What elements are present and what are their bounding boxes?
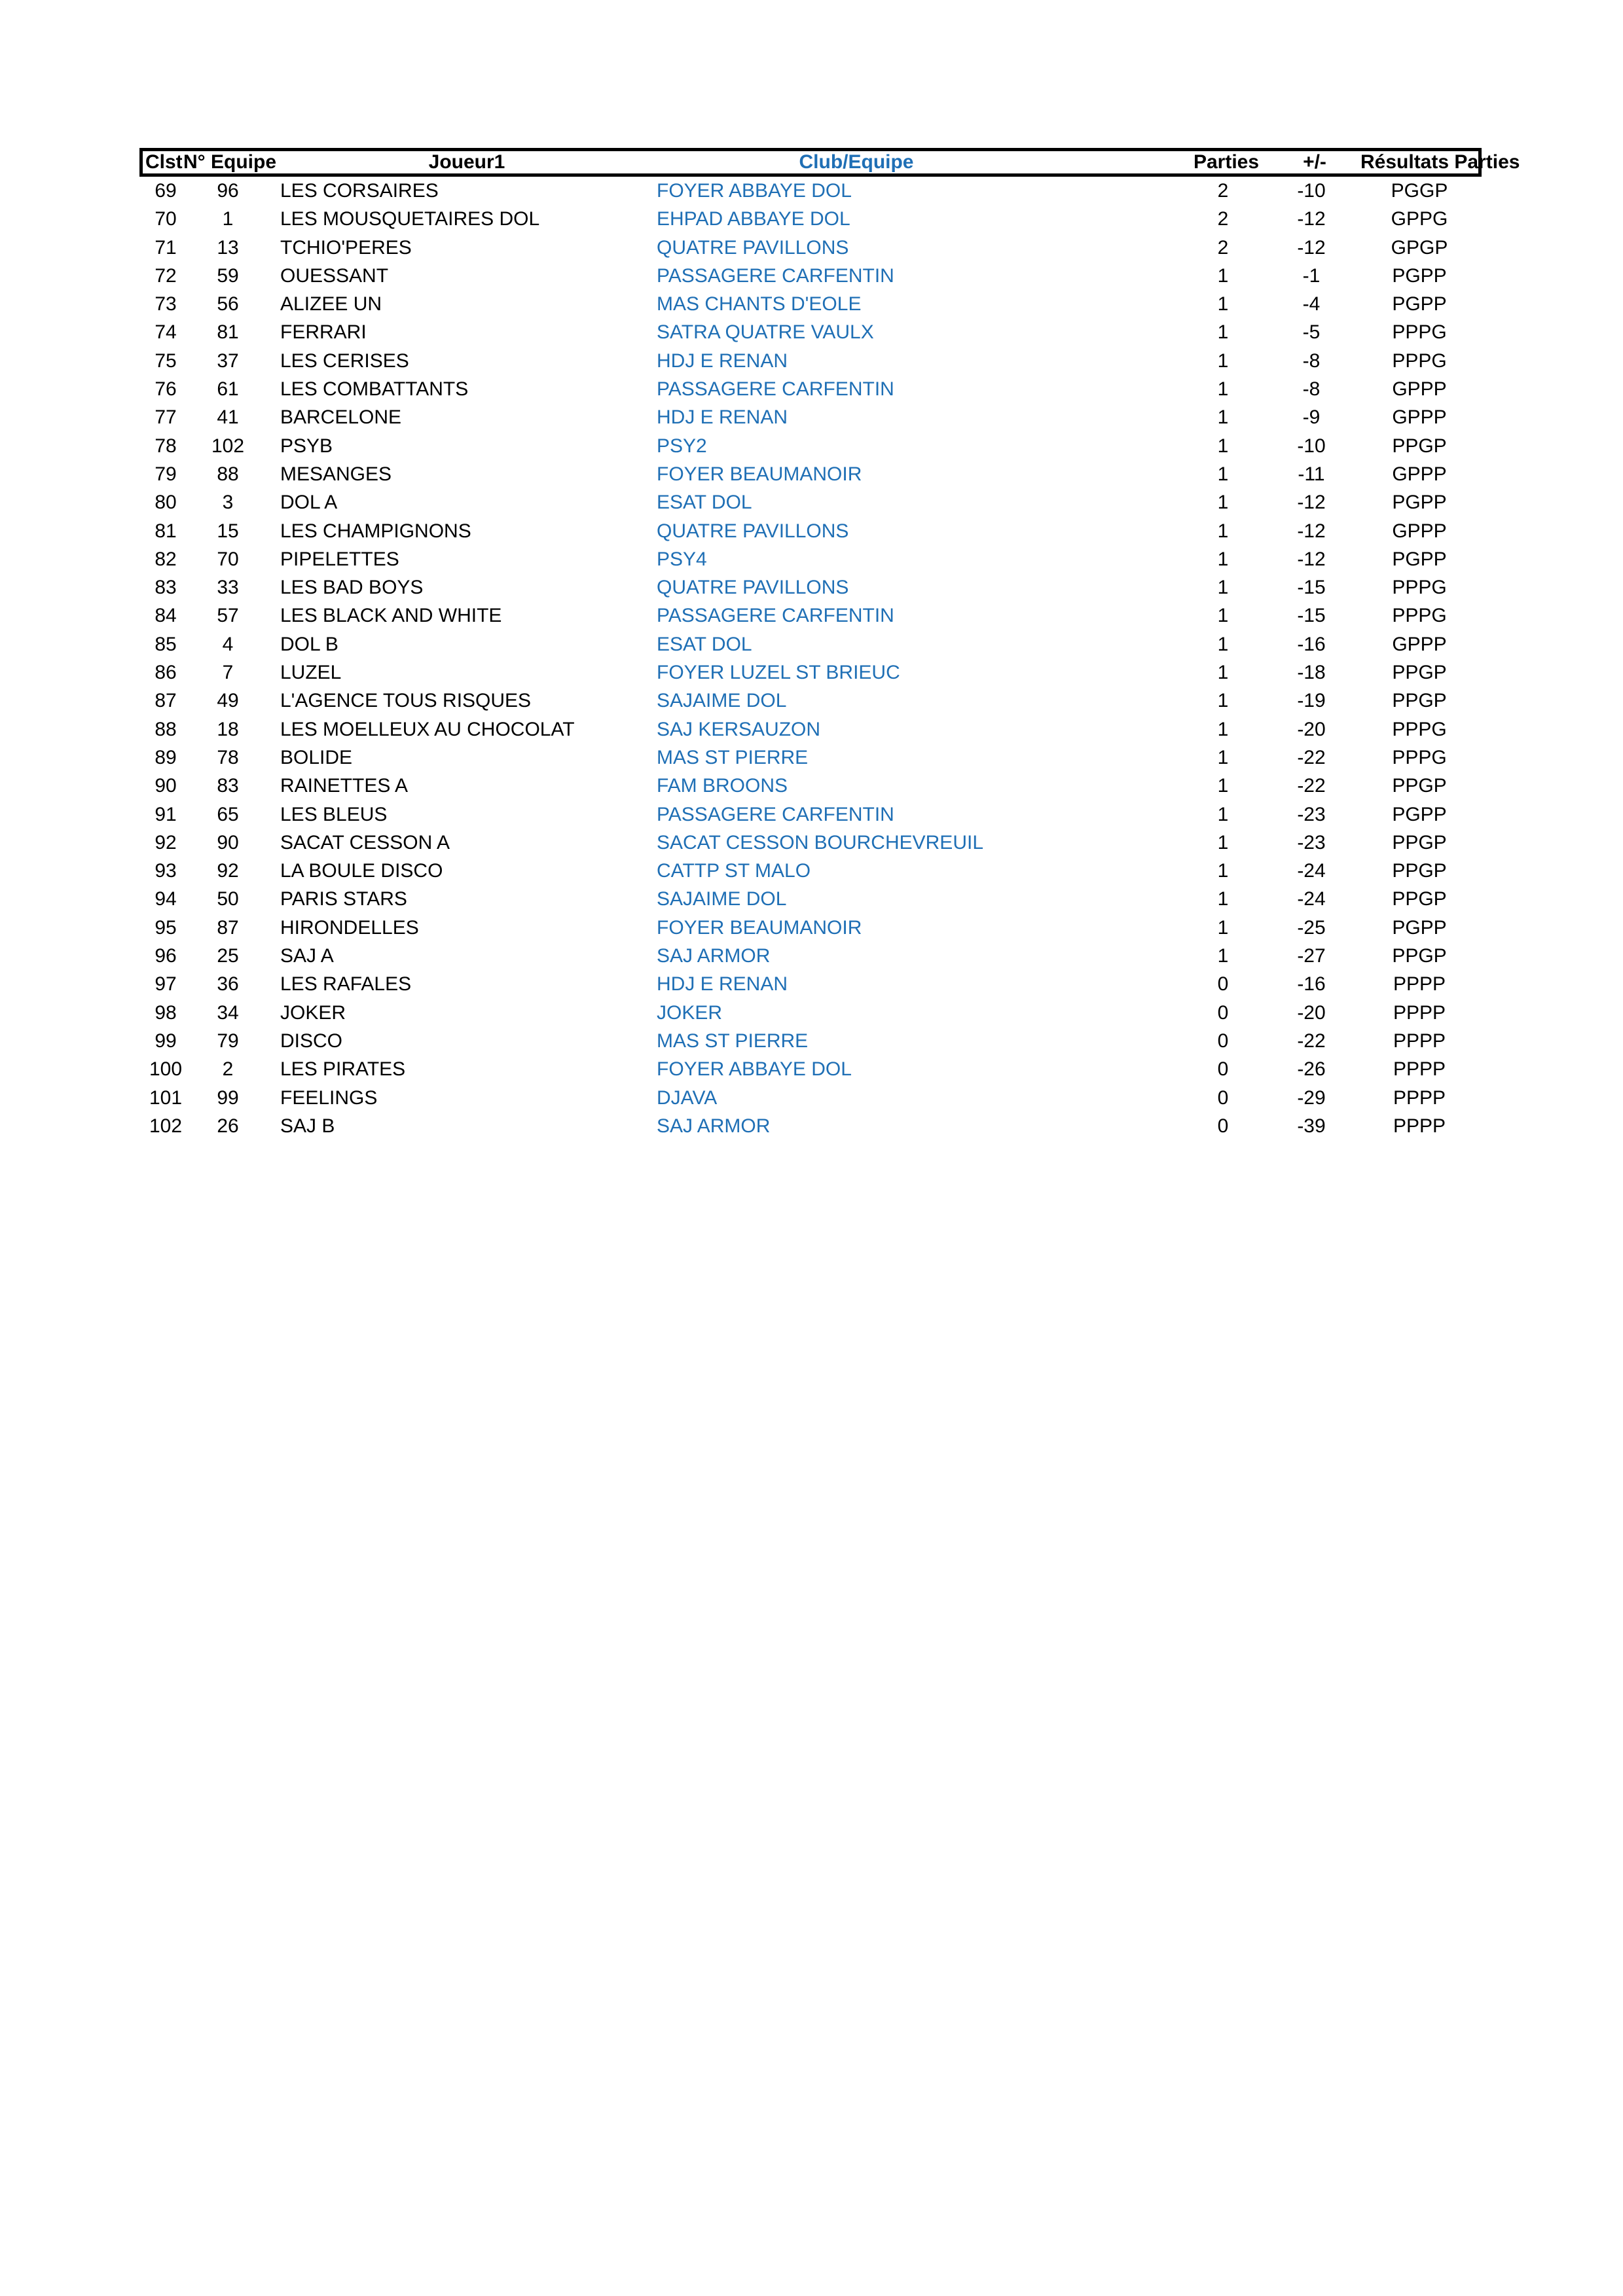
team-number-cell: 25 — [217, 945, 239, 967]
team-number-cell: 59 — [217, 264, 239, 287]
results-cell: PGPP — [1392, 264, 1447, 287]
diff-cell: -24 — [1297, 860, 1326, 882]
rank-cell: 78 — [155, 435, 177, 457]
results-cell: PPPP — [1393, 1001, 1446, 1024]
results-cell: GPPP — [1392, 633, 1447, 655]
club-cell: HDJ E RENAN — [657, 350, 788, 372]
diff-cell: -16 — [1297, 633, 1326, 655]
rank-cell: 71 — [155, 236, 177, 259]
results-cell: PPPP — [1393, 1086, 1446, 1109]
player-cell: LES BLACK AND WHITE — [280, 605, 502, 627]
club-cell: FOYER BEAUMANOIR — [657, 916, 862, 939]
team-number-cell: 57 — [217, 605, 239, 627]
diff-cell: -8 — [1302, 378, 1321, 401]
header-parts: Parties — [1193, 151, 1260, 173]
diff-cell: -12 — [1297, 520, 1326, 542]
parts-cell: 2 — [1217, 236, 1229, 259]
diff-cell: -16 — [1297, 973, 1326, 996]
player-cell: LES BLEUS — [280, 803, 388, 825]
diff-cell: -4 — [1302, 293, 1321, 315]
table-row — [139, 1084, 1482, 1112]
diff-cell: -26 — [1297, 1058, 1326, 1081]
table-row — [139, 744, 1482, 772]
diff-cell: -22 — [1297, 1030, 1326, 1052]
parts-cell: 1 — [1217, 293, 1229, 315]
table-row — [139, 460, 1482, 488]
team-number-cell: 2 — [222, 1058, 234, 1081]
diff-cell: -10 — [1297, 180, 1326, 202]
table-row — [139, 800, 1482, 829]
parts-cell: 1 — [1217, 605, 1229, 627]
table-row — [139, 347, 1482, 375]
rank-cell: 102 — [149, 1115, 183, 1137]
table-row — [139, 318, 1482, 346]
table-row — [139, 432, 1482, 460]
table-body — [139, 177, 1482, 1140]
team-number-cell: 7 — [222, 662, 234, 684]
diff-cell: -27 — [1297, 945, 1326, 967]
results-cell: PPGP — [1392, 945, 1447, 967]
table-row — [139, 772, 1482, 800]
player-cell: PIPELETTES — [280, 548, 399, 570]
table-row — [139, 517, 1482, 545]
results-cell: PPPG — [1392, 746, 1447, 768]
results-cell: PPGP — [1392, 662, 1447, 684]
team-number-cell: 36 — [217, 973, 239, 996]
player-cell: SAJ A — [280, 945, 334, 967]
diff-cell: -8 — [1302, 350, 1321, 372]
rank-cell: 86 — [155, 662, 177, 684]
diff-cell: -24 — [1297, 888, 1326, 910]
parts-cell: 1 — [1217, 888, 1229, 910]
rank-cell: 82 — [155, 548, 177, 570]
table-row — [139, 999, 1482, 1027]
team-number-cell: 50 — [217, 888, 239, 910]
rank-cell: 96 — [155, 945, 177, 967]
diff-cell: -1 — [1302, 264, 1321, 287]
team-number-cell: 4 — [222, 633, 234, 655]
ranking-table — [139, 148, 1520, 1140]
results-cell: PPGP — [1392, 690, 1447, 712]
parts-cell: 0 — [1217, 1001, 1229, 1024]
club-cell: SATRA QUATRE VAULX — [657, 321, 874, 344]
player-cell: L'AGENCE TOUS RISQUES — [280, 690, 532, 712]
results-cell: GPPP — [1392, 378, 1447, 401]
header-diff: +/- — [1303, 151, 1326, 173]
club-cell: DJAVA — [657, 1086, 718, 1109]
club-cell: ESAT DOL — [657, 492, 752, 514]
club-cell: EHPAD ABBAYE DOL — [657, 208, 850, 230]
parts-cell: 1 — [1217, 718, 1229, 740]
parts-cell: 1 — [1217, 860, 1229, 882]
diff-cell: -19 — [1297, 690, 1326, 712]
club-cell: HDJ E RENAN — [657, 973, 788, 996]
player-cell: PARIS STARS — [280, 888, 407, 910]
results-cell: GPPG — [1391, 208, 1448, 230]
table-row — [139, 234, 1482, 262]
diff-cell: -15 — [1297, 605, 1326, 627]
club-cell: MAS CHANTS D'EOLE — [657, 293, 862, 315]
rank-cell: 89 — [155, 746, 177, 768]
club-cell: SACAT CESSON BOURCHEVREUIL — [657, 831, 983, 853]
table-row — [139, 715, 1482, 744]
team-number-cell: 65 — [217, 803, 239, 825]
parts-cell: 1 — [1217, 463, 1229, 485]
player-cell: LUZEL — [280, 662, 342, 684]
diff-cell: -23 — [1297, 803, 1326, 825]
parts-cell: 1 — [1217, 321, 1229, 344]
table-header — [139, 148, 1520, 177]
results-cell: PPPG — [1392, 718, 1447, 740]
rank-cell: 79 — [155, 463, 177, 485]
team-number-cell: 34 — [217, 1001, 239, 1024]
player-cell: BARCELONE — [280, 406, 402, 429]
results-cell: PGPP — [1392, 492, 1447, 514]
table-row — [139, 885, 1482, 913]
results-cell: PPPP — [1393, 973, 1446, 996]
club-cell: JOKER — [657, 1001, 723, 1024]
player-cell: LES PIRATES — [280, 1058, 406, 1081]
rank-cell: 88 — [155, 718, 177, 740]
table-row — [139, 601, 1482, 630]
club-cell: FOYER ABBAYE DOL — [657, 1058, 852, 1081]
results-cell: GPGP — [1391, 236, 1448, 259]
team-number-cell: 87 — [217, 916, 239, 939]
team-number-cell: 26 — [217, 1115, 239, 1137]
rank-cell: 100 — [149, 1058, 183, 1081]
results-cell: PGPP — [1392, 916, 1447, 939]
parts-cell: 2 — [1217, 208, 1229, 230]
table-row — [139, 177, 1482, 205]
results-cell: PGPP — [1392, 803, 1447, 825]
table-row — [139, 914, 1482, 942]
player-cell: LES RAFALES — [280, 973, 412, 996]
team-number-cell: 56 — [217, 293, 239, 315]
player-cell: LES BAD BOYS — [280, 577, 424, 599]
team-number-cell: 78 — [217, 746, 239, 768]
player-cell: FEELINGS — [280, 1086, 378, 1109]
parts-cell: 0 — [1217, 1086, 1229, 1109]
parts-cell: 1 — [1217, 378, 1229, 401]
player-cell: LES CORSAIRES — [280, 180, 439, 202]
club-cell: FOYER LUZEL ST BRIEUC — [657, 662, 900, 684]
team-number-cell: 61 — [217, 378, 239, 401]
player-cell: PSYB — [280, 435, 333, 457]
table-row — [139, 488, 1482, 516]
results-cell: GPPP — [1392, 463, 1447, 485]
parts-cell: 1 — [1217, 548, 1229, 570]
diff-cell: -12 — [1297, 548, 1326, 570]
club-cell: PSY4 — [657, 548, 707, 570]
club-cell: SAJAIME DOL — [657, 888, 787, 910]
results-cell: PPGP — [1392, 888, 1447, 910]
header-team-number: N° Equipe — [183, 151, 277, 173]
player-cell: MESANGES — [280, 463, 392, 485]
club-cell: HDJ E RENAN — [657, 406, 788, 429]
rank-cell: 81 — [155, 520, 177, 542]
team-number-cell: 99 — [217, 1086, 239, 1109]
results-cell: PGPP — [1392, 548, 1447, 570]
diff-cell: -23 — [1297, 831, 1326, 853]
table-row — [139, 290, 1482, 318]
rank-cell: 95 — [155, 916, 177, 939]
table-row — [139, 942, 1482, 970]
rank-cell: 87 — [155, 690, 177, 712]
team-number-cell: 92 — [217, 860, 239, 882]
rank-cell: 74 — [155, 321, 177, 344]
diff-cell: -9 — [1302, 406, 1321, 429]
parts-cell: 1 — [1217, 350, 1229, 372]
player-cell: DOL B — [280, 633, 338, 655]
rank-cell: 85 — [155, 633, 177, 655]
table-row — [139, 205, 1482, 233]
club-cell: SAJ ARMOR — [657, 1115, 771, 1137]
club-cell: PASSAGERE CARFENTIN — [657, 264, 894, 287]
club-cell: QUATRE PAVILLONS — [657, 520, 849, 542]
player-cell: LES CHAMPIGNONS — [280, 520, 471, 542]
header-player: Joueur1 — [428, 151, 505, 173]
rank-cell: 90 — [155, 775, 177, 797]
results-cell: PPPP — [1393, 1030, 1446, 1052]
team-number-cell: 96 — [217, 180, 239, 202]
parts-cell: 0 — [1217, 1115, 1229, 1137]
table-row — [139, 1112, 1482, 1140]
table-row — [139, 658, 1482, 687]
results-cell: PPGP — [1392, 775, 1447, 797]
club-cell: PSY2 — [657, 435, 707, 457]
table-row — [139, 1055, 1482, 1083]
team-number-cell: 49 — [217, 690, 239, 712]
diff-cell: -22 — [1297, 775, 1326, 797]
player-cell: DOL A — [280, 492, 338, 514]
player-cell: SAJ B — [280, 1115, 335, 1137]
club-cell: FOYER ABBAYE DOL — [657, 180, 852, 202]
player-cell: LES MOELLEUX AU CHOCOLAT — [280, 718, 575, 740]
player-cell: TCHIO'PERES — [280, 236, 412, 259]
team-number-cell: 79 — [217, 1030, 239, 1052]
table-row — [139, 829, 1482, 857]
player-cell: RAINETTES A — [280, 775, 409, 797]
player-cell: LA BOULE DISCO — [280, 860, 443, 882]
table-row — [139, 375, 1482, 403]
team-number-cell: 18 — [217, 718, 239, 740]
player-cell: ALIZEE UN — [280, 293, 382, 315]
player-cell: LES MOUSQUETAIRES DOL — [280, 208, 540, 230]
team-number-cell: 1 — [222, 208, 234, 230]
diff-cell: -39 — [1297, 1115, 1326, 1137]
parts-cell: 1 — [1217, 406, 1229, 429]
club-cell: PASSAGERE CARFENTIN — [657, 605, 894, 627]
diff-cell: -29 — [1297, 1086, 1326, 1109]
club-cell: QUATRE PAVILLONS — [657, 577, 849, 599]
club-cell: PASSAGERE CARFENTIN — [657, 378, 894, 401]
diff-cell: -22 — [1297, 746, 1326, 768]
rank-cell: 97 — [155, 973, 177, 996]
parts-cell: 1 — [1217, 831, 1229, 853]
club-cell: PASSAGERE CARFENTIN — [657, 803, 894, 825]
diff-cell: -18 — [1297, 662, 1326, 684]
team-number-cell: 13 — [217, 236, 239, 259]
rank-cell: 91 — [155, 803, 177, 825]
rank-cell: 80 — [155, 492, 177, 514]
team-number-cell: 3 — [222, 492, 234, 514]
player-cell: OUESSANT — [280, 264, 389, 287]
results-cell: GPPP — [1392, 406, 1447, 429]
club-cell: QUATRE PAVILLONS — [657, 236, 849, 259]
parts-cell: 1 — [1217, 945, 1229, 967]
parts-cell: 0 — [1217, 1030, 1229, 1052]
team-number-cell: 15 — [217, 520, 239, 542]
rank-cell: 69 — [155, 180, 177, 202]
rank-cell: 75 — [155, 350, 177, 372]
parts-cell: 0 — [1217, 1058, 1229, 1081]
diff-cell: -5 — [1302, 321, 1321, 344]
club-cell: CATTP ST MALO — [657, 860, 811, 882]
team-number-cell: 37 — [217, 350, 239, 372]
rank-cell: 72 — [155, 264, 177, 287]
results-cell: PPPG — [1392, 577, 1447, 599]
team-number-cell: 83 — [217, 775, 239, 797]
rank-cell: 70 — [155, 208, 177, 230]
parts-cell: 1 — [1217, 803, 1229, 825]
results-cell: PPGP — [1392, 831, 1447, 853]
team-number-cell: 88 — [217, 463, 239, 485]
diff-cell: -10 — [1297, 435, 1326, 457]
diff-cell: -20 — [1297, 1001, 1326, 1024]
results-cell: PGPP — [1392, 293, 1447, 315]
rank-cell: 73 — [155, 293, 177, 315]
parts-cell: 1 — [1217, 690, 1229, 712]
rank-cell: 101 — [149, 1086, 183, 1109]
team-number-cell: 41 — [217, 406, 239, 429]
table-row — [139, 970, 1482, 998]
table-row — [139, 687, 1482, 715]
player-cell: LES CERISES — [280, 350, 409, 372]
player-cell: LES COMBATTANTS — [280, 378, 469, 401]
table-row — [139, 403, 1482, 431]
diff-cell: -12 — [1297, 208, 1326, 230]
parts-cell: 1 — [1217, 775, 1229, 797]
player-cell: JOKER — [280, 1001, 346, 1024]
results-cell: PPPG — [1392, 605, 1447, 627]
rank-cell: 76 — [155, 378, 177, 401]
table-row — [139, 573, 1482, 601]
team-number-cell: 70 — [217, 548, 239, 570]
diff-cell: -12 — [1297, 492, 1326, 514]
club-cell: FOYER BEAUMANOIR — [657, 463, 862, 485]
table-row — [139, 630, 1482, 658]
results-cell: PPPG — [1392, 321, 1447, 344]
player-cell: FERRARI — [280, 321, 367, 344]
parts-cell: 1 — [1217, 633, 1229, 655]
team-number-cell: 33 — [217, 577, 239, 599]
table-row — [139, 262, 1482, 290]
diff-cell: -15 — [1297, 577, 1326, 599]
header-results: Résultats Parties — [1360, 151, 1520, 173]
parts-cell: 0 — [1217, 973, 1229, 996]
header-club: Club/Equipe — [799, 151, 914, 173]
rank-cell: 94 — [155, 888, 177, 910]
parts-cell: 1 — [1217, 662, 1229, 684]
parts-cell: 2 — [1217, 180, 1229, 202]
parts-cell: 1 — [1217, 577, 1229, 599]
parts-cell: 1 — [1217, 264, 1229, 287]
results-cell: PPGP — [1392, 860, 1447, 882]
team-number-cell: 102 — [211, 435, 245, 457]
player-cell: DISCO — [280, 1030, 343, 1052]
diff-cell: -20 — [1297, 718, 1326, 740]
parts-cell: 1 — [1217, 520, 1229, 542]
parts-cell: 1 — [1217, 746, 1229, 768]
results-cell: PPPG — [1392, 350, 1447, 372]
player-cell: BOLIDE — [280, 746, 353, 768]
rank-cell: 93 — [155, 860, 177, 882]
results-cell: PPPP — [1393, 1115, 1446, 1137]
parts-cell: 1 — [1217, 435, 1229, 457]
rank-cell: 92 — [155, 831, 177, 853]
player-cell: HIRONDELLES — [280, 916, 419, 939]
club-cell: MAS ST PIERRE — [657, 1030, 809, 1052]
rank-cell: 99 — [155, 1030, 177, 1052]
club-cell: ESAT DOL — [657, 633, 752, 655]
parts-cell: 1 — [1217, 916, 1229, 939]
rank-cell: 83 — [155, 577, 177, 599]
results-cell: GPPP — [1392, 520, 1447, 542]
player-cell: SACAT CESSON A — [280, 831, 450, 853]
rank-cell: 98 — [155, 1001, 177, 1024]
diff-cell: -12 — [1297, 236, 1326, 259]
results-cell: PPGP — [1392, 435, 1447, 457]
header-rank: Clst — [145, 151, 183, 173]
team-number-cell: 81 — [217, 321, 239, 344]
results-cell: PGGP — [1391, 180, 1448, 202]
results-cell: PPPP — [1393, 1058, 1446, 1081]
rank-cell: 77 — [155, 406, 177, 429]
club-cell: SAJAIME DOL — [657, 690, 787, 712]
table-row — [139, 857, 1482, 885]
club-cell: SAJ KERSAUZON — [657, 718, 821, 740]
table-row — [139, 1027, 1482, 1055]
diff-cell: -25 — [1297, 916, 1326, 939]
parts-cell: 1 — [1217, 492, 1229, 514]
diff-cell: -11 — [1298, 463, 1325, 485]
rank-cell: 84 — [155, 605, 177, 627]
club-cell: SAJ ARMOR — [657, 945, 771, 967]
table-row — [139, 545, 1482, 573]
club-cell: MAS ST PIERRE — [657, 746, 809, 768]
team-number-cell: 90 — [217, 831, 239, 853]
club-cell: FAM BROONS — [657, 775, 788, 797]
